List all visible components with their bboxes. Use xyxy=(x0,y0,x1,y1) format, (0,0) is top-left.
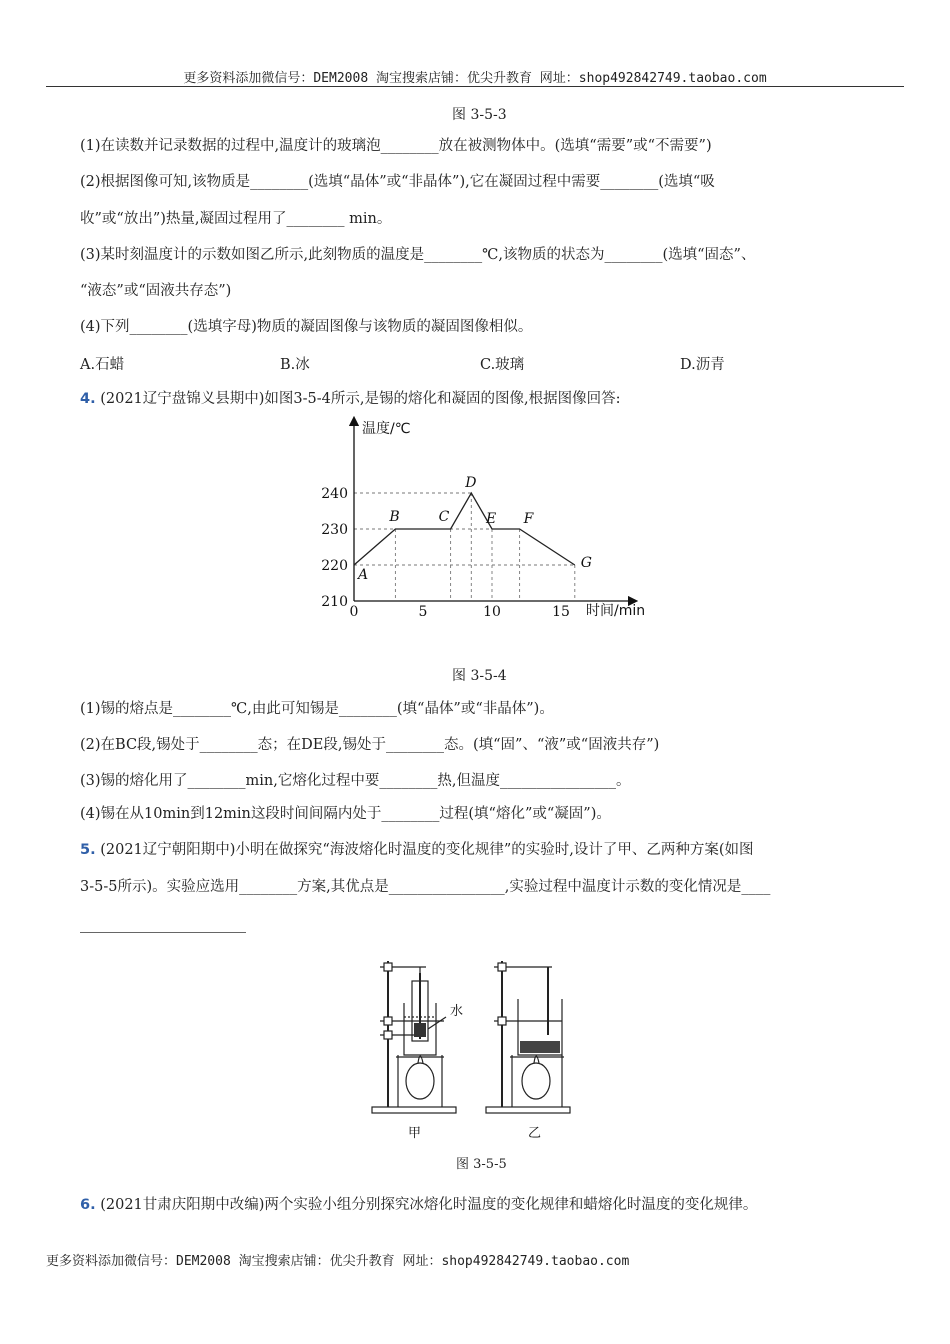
setup-jia xyxy=(372,961,456,1113)
q3-option-a: A.石蜡 xyxy=(80,357,125,373)
point-label-D: D xyxy=(465,475,477,491)
q4-part1: (1)锡的熔点是________℃,由此可知锡是________(填“晶体”或“非晶体”)。 xyxy=(80,701,554,717)
point-label-E: E xyxy=(486,511,497,527)
x-tick-label: 10 xyxy=(483,604,501,620)
label-yi: 乙 xyxy=(528,1126,542,1141)
figure-3-5-5-caption: 图 3-5-5 xyxy=(456,1157,507,1172)
x-tick-label: 15 xyxy=(552,604,570,620)
y-tick-label: 230 xyxy=(321,522,348,538)
q3-part3-line1: (3)某时刻温度计的示数如图乙所示,此刻物质的温度是________℃,该物质的状态为________(选填“固态”、 xyxy=(80,247,756,263)
point-label-F: F xyxy=(523,511,534,527)
q3-part4: (4)下列________(选填字母)物质的凝固图像与该物质的凝固图像相似。 xyxy=(80,319,533,335)
point-label-B: B xyxy=(389,509,400,525)
setup-yi xyxy=(486,961,570,1113)
figure-3-5-3-caption: 图 3-5-3 xyxy=(452,107,507,123)
y-tick-label: 210 xyxy=(321,594,348,610)
x-tick-label: 5 xyxy=(418,604,428,620)
q3-option-d: D.沥青 xyxy=(680,357,725,373)
q4-text: (2021辽宁盘锦义县期中)如图3-5-4所示,是锡的熔化和凝固的图像,根据图像回答: xyxy=(100,391,621,407)
q4-part3: (3)锡的熔化用了________min,它熔化过程中要________热,但温度________________。 xyxy=(80,773,631,789)
q5-number: 5. xyxy=(80,842,96,858)
q5-stem-line1 xyxy=(80,840,754,860)
q3-part2-line2: 收”或“放出”)热量,凝固过程用了________ min。 xyxy=(80,211,392,227)
q4-part2: (2)在BC段,锡处于________态；在DE段,锡处于________态。(填“固”、“液”或“固液共存”) xyxy=(80,737,660,753)
y-tick-label: 240 xyxy=(321,486,348,502)
point-label-G: G xyxy=(580,555,592,571)
q3-part3-line2: “液态”或“固液共存态”) xyxy=(80,283,232,299)
q3-option-b: B.冰 xyxy=(280,357,310,373)
point-label-A: A xyxy=(358,567,369,583)
q4-part4: (4)锡在从10min到12min这段时间间隔内处于________过程(填“熔化”或“凝固”)。 xyxy=(80,806,611,822)
y-tick-label: 220 xyxy=(321,558,348,574)
page-footer: 更多资料添加微信号：DEM2008 淘宝搜索店铺：优尖升教育 网址：shop492842749.taobao.com xyxy=(46,1254,630,1269)
q6-text: (2021甘肃庆阳期中改编)两个实验小组分别探究冰熔化时温度的变化规律和蜡熔化时温度的变化规律。 xyxy=(100,1197,758,1213)
apparatus-figure xyxy=(368,955,588,1145)
point-label-C: C xyxy=(438,509,450,525)
label-water: 水 xyxy=(450,1004,464,1019)
x-axis-title: 时间/min xyxy=(586,603,646,619)
tin-melting-chart xyxy=(318,415,648,625)
q5-answer-blank xyxy=(80,932,246,933)
y-axis-title: 温度/℃ xyxy=(362,421,411,437)
q3-option-c: C.玻璃 xyxy=(480,357,525,373)
q5-text-line1: (2021辽宁朝阳期中)小明在做探究“海波熔化时温度的变化规律”的实验时,设计了甲、乙两种方案(如图 xyxy=(100,842,754,858)
q4-stem xyxy=(80,389,621,409)
label-jia: 甲 xyxy=(408,1126,422,1141)
q3-part2-line1: (2)根据图像可知,该物质是________(选填“晶体”或“非晶体”),它在凝固过程中需要________(选填“吸 xyxy=(80,174,715,190)
q5-stem-line2: 3-5-5所示)。实验应选用________方案,其优点是________________,实验过程中温度计示数的变化情况是____ xyxy=(80,879,771,895)
q4-number: 4. xyxy=(80,391,96,407)
figure-3-5-4-caption: 图 3-5-4 xyxy=(452,668,507,684)
page-header: 更多资料添加微信号：DEM2008 淘宝搜索店铺：优尖升教育 网址：shop492842749.taobao.com xyxy=(183,71,767,86)
q6-stem xyxy=(80,1195,757,1215)
x-tick-label: 0 xyxy=(349,604,359,620)
q3-part1: (1)在读数并记录数据的过程中,温度计的玻璃泡________放在被测物体中。(选填“需要”或“不需要”) xyxy=(80,138,712,154)
header-divider xyxy=(46,86,904,87)
q6-number: 6. xyxy=(80,1197,96,1213)
